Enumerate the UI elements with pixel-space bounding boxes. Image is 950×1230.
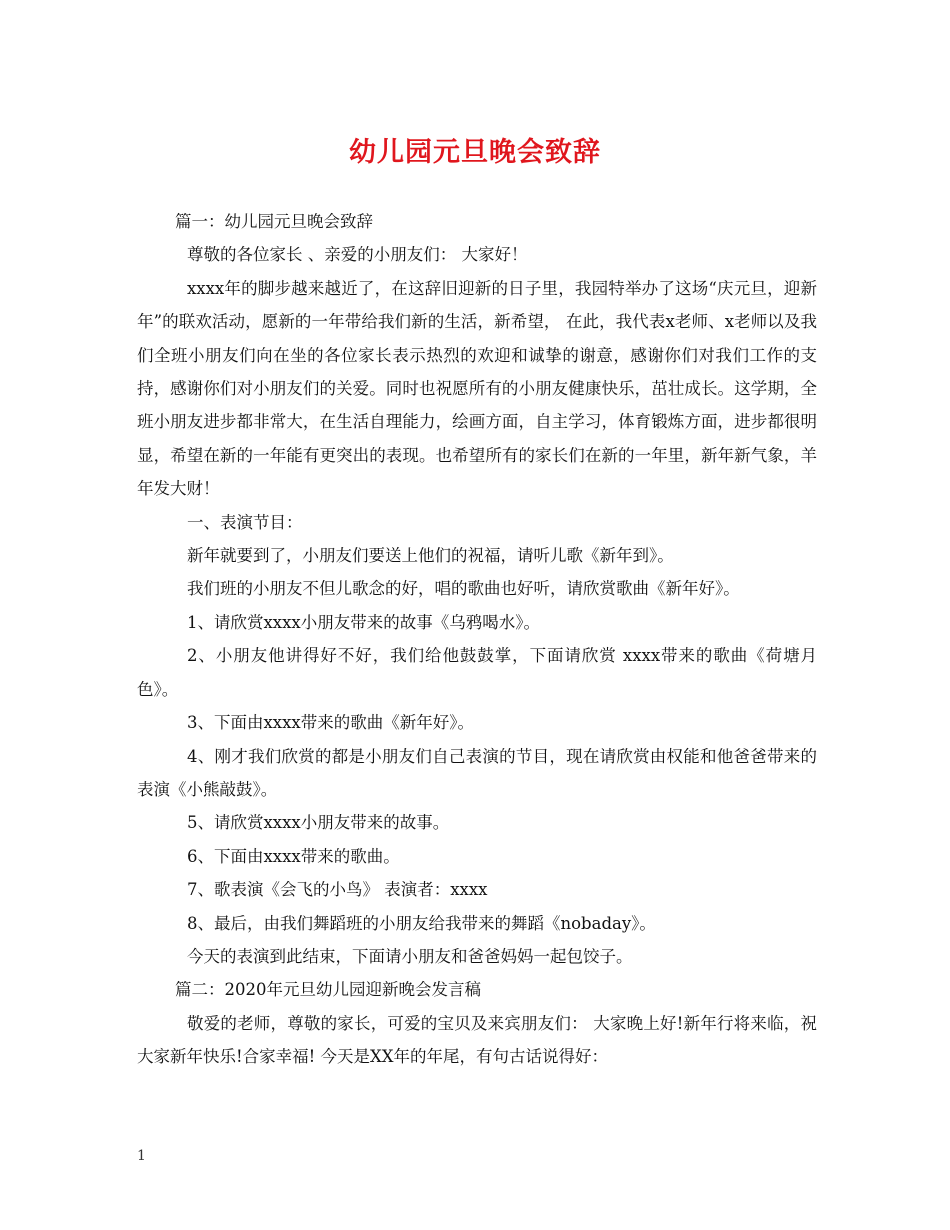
paragraph-greeting: 尊敬的各位家长 、亲爱的小朋友们： 大家好！ (187, 245, 528, 265)
list-item-2: 2、小朋友他讲得好不好，我们给他鼓鼓掌，下面请欣赏 xxxx带来的歌曲《荷塘月色》。 (137, 646, 817, 699)
document-title: 幼儿园元旦晚会致辞 (349, 137, 601, 168)
list-item-3: 3、下面由xxxx带来的歌曲《新年好》。 (187, 713, 474, 733)
paragraph-new-year-song: 新年就要到了，小朋友们要送上他们的祝福，请听儿歌《新年到》。 (187, 546, 674, 566)
paragraph-closing: 今天的表演到此结束，下面请小朋友和爸爸妈妈一起包饺子。 (187, 946, 633, 966)
section-heading-1: 篇一：幼儿园元旦晚会致辞 (175, 212, 373, 231)
list-item-6: 6、下面由xxxx带来的歌曲。 (187, 846, 400, 866)
list-item-5: 5、请欣赏xxxx小朋友带来的故事。 (187, 813, 450, 833)
page-number: 1 (137, 1148, 146, 1164)
paragraph-speech-opening: 敬爱的老师，尊敬的家长，可爱的宝贝及来宾朋友们： 大家晚上好!新年行将来临，祝大家新年快乐!合家幸福! 今天是XX年的年尾，有句古话说得好： (137, 1013, 817, 1067)
list-item-7: 7、歌表演《会飞的小鸟》 表演者：xxxx (187, 880, 488, 900)
paragraph-class-song: 我们班的小朋友不但儿歌念的好，唱的歌曲也好听，请欣赏歌曲《新年好》。 (187, 579, 740, 599)
list-item-8: 8、最后，由我们舞蹈班的小朋友给我带来的舞蹈《nobaday》。 (187, 913, 656, 933)
section-heading-2: 篇二：2020年元旦幼儿园迎新晚会发言稿 (175, 980, 481, 1000)
document-body (137, 205, 817, 1074)
list-item-4: 4、刚才我们欣赏的都是小朋友们自己表演的节目，现在请欣赏由权能和他爸爸带来的表演《小熊敲鼓》。 (137, 746, 817, 799)
paragraph-intro: xxxx年的脚步越来越近了，在这辞旧迎新的日子里，我园特举办了这场“庆元旦，迎新年”的联欢活动，愿新的一年带给我们新的生活，新希望， 在此，我代表x老师、x老师以及我们全班小朋友们向在坐的各位家长表示热烈的欢迎和诚挚的谢意，感谢你们对我们工作的支持，感谢你们对小朋友们的关爱。同时也祝愿所有的小朋友健康快乐，茁壮成长。这学期，全班小朋友进步都非常大，在生活自理能力，绘画方面，自主学习，体育锻炼方面，进步都很明显，希望在新的一年能有更突出的表现。也希望所有的家长们在新的一年里，新年新气象，羊年发大财！ (137, 278, 817, 499)
list-item-1: 1、请欣赏xxxx小朋友带来的故事《乌鸦喝水》。 (187, 612, 540, 632)
subheading-performances: 一、表演节目： (187, 512, 303, 532)
